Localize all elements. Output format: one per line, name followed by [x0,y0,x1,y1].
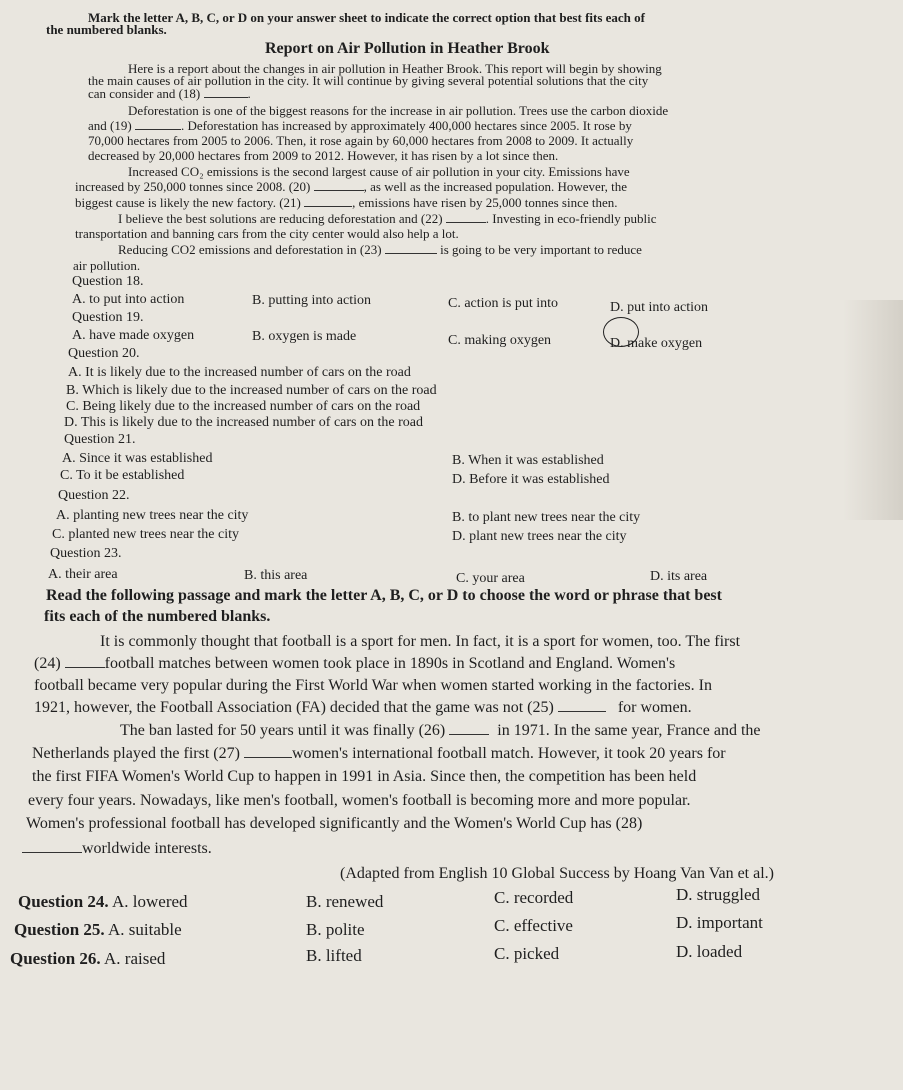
report-line-blank-22: I believe the best solutions are reducing deforestation and (22) . Investing in eco-friendly public [118,211,657,226]
passage-line-blank-28: worldwide interests. [22,840,212,858]
q19-option-b: B. oxygen is made [252,329,357,344]
q26-option-c: C. picked [494,944,560,963]
report-line: decreased by 20,000 hectares from 2009 to 2012. However, it has risen by a lot since then. [88,148,559,163]
blank-19 [135,129,181,130]
q23-option-b: B. this area [244,568,308,583]
passage-line-blank-26: The ban lasted for 50 years until it was finally (26) in 1971. In the same year, France and the [120,722,761,739]
blank-21 [304,206,352,207]
question-19-label: Question 19. [72,310,144,325]
q26-option-d: D. loaded [676,942,743,961]
q19-option-a: A. have made oxygen [72,328,195,343]
q20-option-c: C. Being likely due to the increased number of cars on the road [66,399,421,414]
passage-line: football became very popular during the First World War when women started working in the factories. In [34,677,712,694]
report-line: Deforestation is one of the biggest reasons for the increase in air pollution. Trees use the carbon dioxide [128,103,669,118]
passage-line: the first FIFA Women's World Cup to happen in 1991 in Asia. Since then, the competition has been held [32,768,697,785]
blank-24 [65,667,105,668]
q24-option-a: A. lowered [112,892,188,911]
report-line-blank-19: and (19) . Deforestation has increased by approximately 400,000 hectares since 2005. It rose by [88,118,632,133]
question-21-label: Question 21. [64,432,136,447]
q18-option-d: D. put into action [610,300,708,315]
q21-option-c: C. To it be established [60,468,185,483]
blank-20 [314,190,364,191]
passage-line: every four years. Nowadays, like men's football, women's football is becoming more and more popular. [28,792,691,809]
question-22-label: Question 22. [58,488,130,503]
q22-option-a: A. planting new trees near the city [56,508,249,523]
report-line-blank-23: Reducing CO2 emissions and deforestation in (23) is going to be very important to reduce [118,242,642,257]
question-20-label: Question 20. [68,346,140,361]
q25-option-a: A. suitable [108,920,182,939]
report-line-blank-20: increased by 250,000 tonnes since 2008. (20) , as well as the increased population. However, the [75,179,628,194]
q18-option-a: A. to put into action [72,292,185,307]
passage-line-blank-25: 1921, however, the Football Association (FA) decided that the game was not (25) for women. [34,699,692,716]
q24-option-b: B. renewed [306,892,384,911]
q20-option-a: A. It is likely due to the increased number of cars on the road [68,365,411,380]
passage-line: Women's professional football has developed significantly and the Women's World Cup has (28) [26,815,643,832]
q22-option-c: C. planted new trees near the city [52,527,239,542]
q25-option-d: D. important [676,913,763,932]
q23-option-d: D. its area [650,569,708,584]
q22-option-b: B. to plant new trees near the city [452,510,641,525]
report-line: Here is a report about the changes in air pollution in Heather Brook. This report will begin by showing [128,61,662,76]
q18-option-c: C. action is put into [448,296,559,311]
blank-18 [204,97,248,98]
q19-option-c: C. making oxygen [448,333,552,348]
question-26-row [10,949,165,969]
blank-23 [385,253,437,254]
report-line-blank-21: biggest cause is likely the new factory. (21) , emissions have risen by 25,000 tonnes since then. [75,195,618,210]
q23-option-a: A. their area [48,567,118,582]
report-line: 70,000 hectares from 2005 to 2006. Then, it rose again by 60,000 hectares from 2008 to 2009. It actually [88,133,634,148]
q20-option-b: B. Which is likely due to the increased number of cars on the road [66,383,437,398]
passage-line-blank-27: Netherlands played the first (27) women's international football match. However, it took 20 years for [32,745,726,762]
q25-option-c: C. effective [494,916,573,935]
blank-22 [446,222,486,223]
q21-option-a: A. Since it was established [62,451,213,466]
q21-option-b: B. When it was established [452,453,604,468]
question-24-row [18,892,188,912]
blank-28 [22,852,82,853]
question-18-label: Question 18. [72,274,144,289]
q21-option-d: D. Before it was established [452,472,610,487]
q20-option-d: D. This is likely due to the increased number of cars on the road [64,415,423,430]
report-line: Increased CO₂ emissions is the second largest cause of air pollution in your city. Emissions have [128,164,630,179]
question-25-label: Question 25. [14,920,105,939]
passage-line: It is commonly thought that football is a sport for men. In fact, it is a sport for women, too. The first [100,633,741,650]
question-26-label: Question 26. [10,949,101,968]
report-line: the main causes of air pollution in the city. It will continue by giving several potential solutions that the city [88,73,649,88]
q25-option-b: B. polite [306,920,365,939]
passage-line-blank-24: (24) football matches between women took place in 1890s in Scotland and England. Women's [34,655,676,672]
blank-27 [244,757,292,758]
report-line: transportation and banning cars from the city center would also help a lot. [75,226,459,241]
report-line-blank-18: can consider and (18) . [88,86,251,101]
question-25-row [14,920,182,940]
q19-option-d: D. make oxygen [610,336,703,351]
report-title: Report on Air Pollution in Heather Brook [265,40,550,57]
instruction-line-1: Mark the letter A, B, C, or D on your answer sheet to indicate the correct option that best fits each of [88,10,645,25]
q18-option-b: B. putting into action [252,293,371,308]
q24-option-c: C. recorded [494,888,574,907]
report-line: air pollution. [73,258,141,273]
q23-option-c: C. your area [456,571,525,586]
blank-26 [449,734,489,735]
q26-option-a: A. raised [104,949,166,968]
q24-option-d: D. struggled [676,885,761,904]
passage-source: (Adapted from English 10 Global Success by Hoang Van Van et al.) [340,865,774,882]
blank-25 [558,711,606,712]
q22-option-d: D. plant new trees near the city [452,529,627,544]
passage-instruction-line-1: Read the following passage and mark the letter A, B, C, or D to choose the word or phrase that best [46,587,722,604]
q26-option-b: B. lifted [306,946,362,965]
question-23-label: Question 23. [50,546,122,561]
instruction-line-2: the numbered blanks. [46,22,167,37]
question-24-label: Question 24. [18,892,109,911]
passage-instruction-line-2: fits each of the numbered blanks. [44,608,271,625]
page-curl-shadow [843,300,903,520]
